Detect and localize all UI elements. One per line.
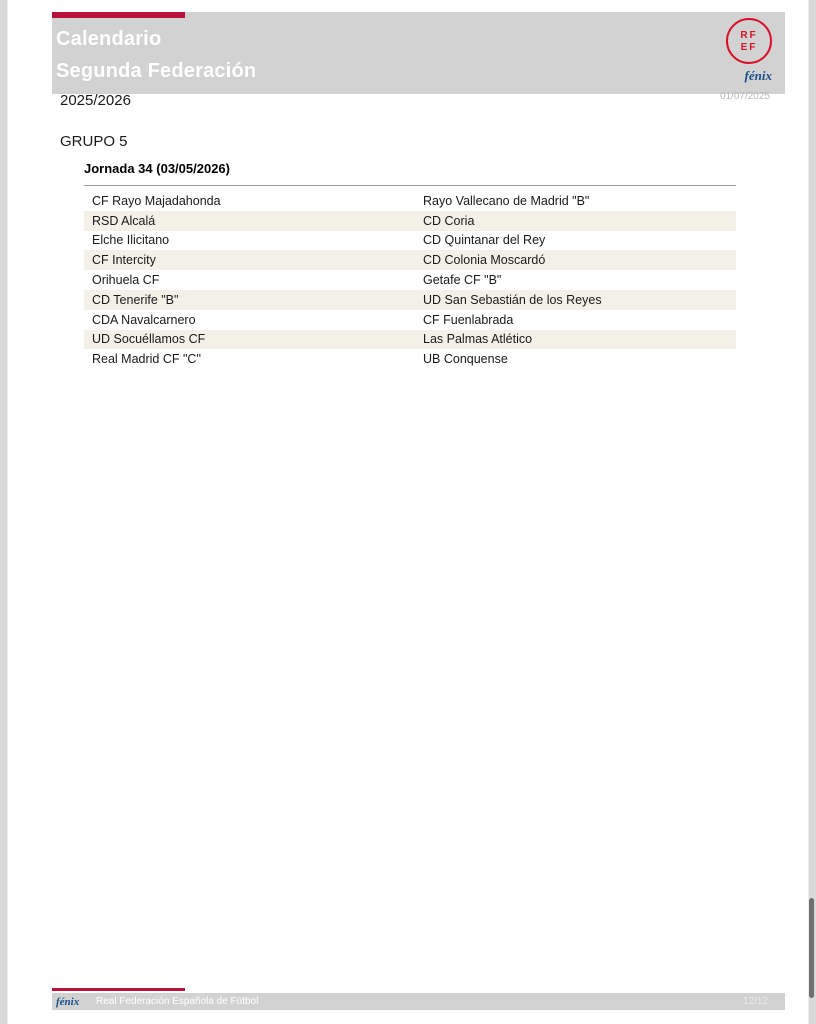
table-row bbox=[84, 231, 736, 251]
issue-date-label: 01/07/2025 bbox=[719, 91, 770, 102]
table-row bbox=[84, 310, 736, 330]
home-team: Elche Ilicitano bbox=[92, 233, 170, 248]
group-title: GRUPO 5 bbox=[60, 133, 128, 150]
away-team: CD Colonia Moscardó bbox=[423, 253, 546, 268]
away-team: CD Quintanar del Rey bbox=[423, 233, 546, 248]
home-team: UD Socuéllamos CF bbox=[92, 332, 206, 347]
away-team: Getafe CF "B" bbox=[423, 273, 502, 288]
home-team: RSD Alcalá bbox=[92, 213, 156, 228]
scrollbar-thumb[interactable] bbox=[809, 898, 814, 998]
matchday-title: Jornada 34 (03/05/2026) bbox=[84, 161, 230, 176]
table-row bbox=[84, 211, 736, 231]
table-row bbox=[84, 349, 736, 369]
home-team: CD Tenerife "B" bbox=[92, 292, 179, 307]
table-row bbox=[84, 191, 736, 211]
table-row bbox=[84, 330, 736, 350]
rfef-logo-line-1: RF bbox=[740, 30, 758, 41]
table-row bbox=[84, 250, 736, 270]
away-team: CF Fuenlabrada bbox=[423, 312, 514, 327]
document-title-line-1: Calendario bbox=[56, 28, 162, 50]
away-team: Rayo Vallecano de Madrid "B" bbox=[423, 193, 590, 208]
document-page bbox=[8, 0, 808, 1024]
section-divider bbox=[84, 185, 736, 186]
document-title-line-2: Segunda Federación bbox=[56, 60, 257, 82]
away-team: CD Coria bbox=[423, 213, 475, 228]
fixtures-list bbox=[84, 191, 736, 369]
fenix-brand-header: fénix bbox=[744, 68, 772, 83]
rfef-logo-icon bbox=[726, 18, 772, 64]
home-team: CF Intercity bbox=[92, 253, 156, 268]
header-accent-bar bbox=[52, 12, 185, 18]
table-row bbox=[84, 270, 736, 290]
footer-organization: Real Federación Española de Fútbol bbox=[96, 996, 259, 1007]
fenix-brand-footer: fénix bbox=[56, 996, 80, 1008]
page-indicator: 12/12 bbox=[742, 996, 768, 1007]
home-team: Orihuela CF bbox=[92, 273, 160, 288]
home-team: CDA Navalcarnero bbox=[92, 312, 196, 327]
away-team: UB Conquense bbox=[423, 352, 508, 367]
away-team: UD San Sebastián de los Reyes bbox=[423, 292, 602, 307]
away-team: Las Palmas Atlético bbox=[423, 332, 533, 347]
table-row bbox=[84, 290, 736, 310]
rfef-logo-line-2: EF bbox=[740, 42, 758, 53]
home-team: CF Rayo Majadahonda bbox=[92, 193, 221, 208]
home-team: Real Madrid CF "C" bbox=[92, 352, 201, 367]
season-label: 2025/2026 bbox=[60, 92, 131, 109]
vertical-scrollbar[interactable] bbox=[808, 0, 816, 1024]
footer-accent-bar bbox=[52, 988, 185, 991]
